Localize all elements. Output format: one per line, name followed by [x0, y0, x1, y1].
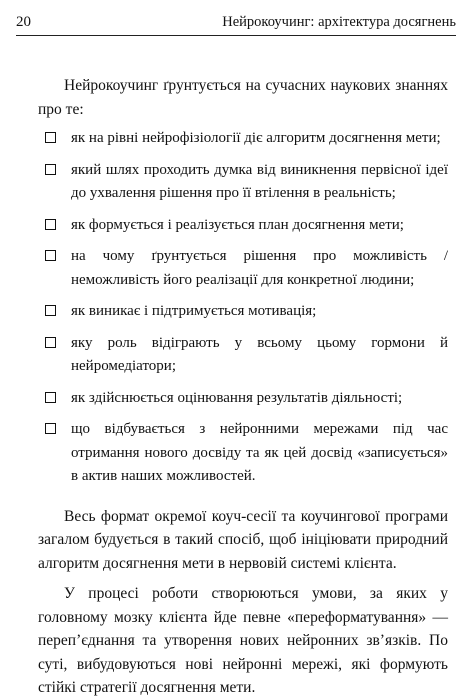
list-item — [38, 300, 448, 324]
page-number: 20 — [16, 14, 31, 30]
list-item — [38, 332, 448, 379]
checkbox-bullet-icon — [45, 164, 56, 175]
page-content — [38, 74, 448, 700]
list-item-text: який шлях проходить думка від виникнення первісної ідеї до ухвалення рішення про її втілення в реальність; — [71, 161, 448, 201]
bullet-list — [38, 127, 448, 489]
list-item — [38, 159, 448, 206]
intro-paragraph: Нейрокоучинг ґрунтується на сучасних наукових знаннях про те: — [38, 77, 448, 118]
list-item-text: як виникає і підтримується мотивація; — [71, 303, 317, 319]
list-item — [38, 387, 448, 411]
checkbox-bullet-icon — [45, 132, 56, 143]
list-item-text: на чому ґрунтується рішення про можливість / неможливість його реалізації для конкретної людини; — [71, 248, 448, 288]
list-item-text: як на рівні нейрофізіології діє алгоритм досягнення мети; — [71, 130, 441, 146]
list-item — [38, 418, 448, 489]
list-item-text: як здійснюється оцінювання результатів діяльності; — [71, 389, 403, 406]
body-paragraph: У процесі роботи створюються умови, за яких у головному мозку клієнта йде певне «переформатування» — переп’єднання та утворення нових нейронних зв’язків. По суті, вибудовуються нові нейронні мережі, які формують стійкі стратегії досягнення мети. — [38, 585, 448, 696]
body-paragraph: Весь формат окремої коуч-сесії та коучингової програми загалом будується в такий спосіб, щоб ініціювати природний алгоритм досягнення мети в нервовій системі клієнта. — [38, 507, 448, 572]
checkbox-bullet-icon — [45, 305, 56, 316]
list-item — [38, 245, 448, 292]
checkbox-bullet-icon — [45, 423, 56, 434]
page-header — [16, 9, 456, 36]
list-item — [38, 127, 448, 151]
checkbox-bullet-icon — [45, 250, 56, 261]
list-item — [38, 214, 448, 238]
checkbox-bullet-icon — [45, 219, 56, 230]
checkbox-bullet-icon — [45, 337, 56, 348]
list-item-text: що відбувається з нейронними мережами під час отримання нового досвіду та як цей досвід «записується» в актив наших можливостей. — [71, 421, 448, 484]
list-item-text: як формується і реалізується план досягнення мети; — [71, 216, 404, 233]
list-item-text: яку роль відіграють у всьому цьому гормони й нейромедіатори; — [71, 334, 448, 374]
checkbox-bullet-icon — [45, 392, 56, 403]
running-title: Нейрокоучинг: архітектура досягнень — [222, 14, 456, 30]
